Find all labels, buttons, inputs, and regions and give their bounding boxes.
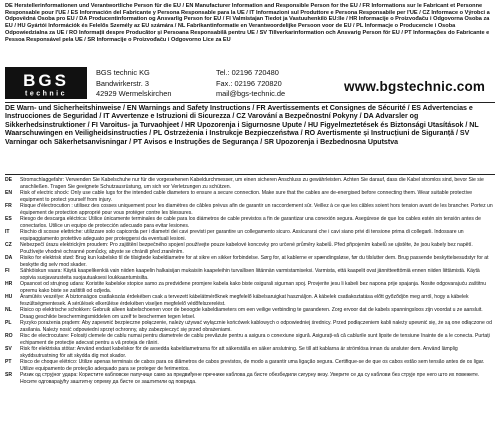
- language-code: SR: [5, 372, 13, 378]
- warning-entry-en: [5, 190, 495, 203]
- logo-letters: BGS: [23, 71, 69, 90]
- language-code: ES: [5, 216, 12, 222]
- language-code: CZ: [5, 242, 12, 248]
- warning-text: Risk of electric shock: Only use cable lugs for the intended cable diameters to ensure a secure connection. Make sure that the cables are de-energised before connecting them. Wear suitable protective equipment to protect yourself from injury.: [20, 190, 473, 203]
- company-fax: Fax.: 02196 720820: [216, 78, 282, 88]
- company-city: 42929 Wermelskirchen: [96, 89, 172, 98]
- warning-entry-pt: [5, 359, 495, 372]
- logo-sub: technic: [24, 90, 68, 98]
- warning-entry-fi: [5, 268, 495, 281]
- bgs-technic-logo: [5, 67, 87, 99]
- warning-entry-it: [5, 229, 495, 242]
- language-code: FI: [5, 268, 10, 274]
- warning-entry-nl: [5, 307, 495, 320]
- warning-entry-sr: [5, 372, 495, 385]
- warning-text: Risco de choque elétrico: Utilize apenas terminais de cabos para os diâmetros de cabos previstos, de modo a garantir uma ligação segura. Certifique-se de que os cabos estão sem tensão antes de os ligar. Utilize equipamento de proteção adequado para se proteger de ferimentos.: [20, 359, 485, 372]
- company-street: Bandwirkerstr. 3: [96, 78, 149, 88]
- language-code: FR: [5, 203, 12, 209]
- warning-entry-ro: [5, 333, 495, 346]
- warning-entry-fr: [5, 203, 495, 216]
- warning-text: Risk för elektriska stötar: Använd endast kabelskor för de avsedda kabeldiametrarna för att säkerställa en säker anslutning. Se till att kablarna är strömlösa innan du ansluter dem. Använd lämplig skyddsutrustning för att skydda dig mot skador.: [20, 346, 458, 359]
- warning-text: Ryzyko porażenia prądem: Aby zapewnić bezpieczne połączenie, należy używać wyłącznie końcówek kablowych o odpowiedniej średnicy. Przed podłączeniem kabli należy upewnić się, że są one odłączone od zasilania. Należy nosić odpowiedni sprzęt ochronny, aby zabezpieczyć się przed obrażeniami.: [20, 320, 492, 333]
- warning-text: Nebezpečí úrazu elektrickým proudem: Pro zajištění bezpečného spojení používejte pouze kabelové koncovky pro určené průměry kabelů. Před připojením kabelů se ujistěte, že jsou kabely bez napětí. Používejte vhodné ochranné pomůcky, abyste se chránili před zraněním.: [20, 242, 473, 255]
- warning-text: Risico op elektrische schokken: Gebruik alleen kabelschoenen voor de beoogde kabeldiameters om een veilige verbinding te garanderen. Zorg ervoor dat de kabels spanningsloos zijn voordat u ze aansluit. Draag geschikte beschermingsmiddelen om uzelf te beschermen tegen letsel.: [20, 307, 483, 320]
- language-code: EN: [5, 190, 13, 196]
- company-mail[interactable]: mail@bgs-technic.de: [216, 89, 286, 98]
- divider-top: [5, 102, 495, 103]
- warning-entry-sv: [5, 346, 495, 359]
- manufacturer-info-heading: DE Herstellerinformationen und Verantwortliche Person für die EU / EN Manufacturer Information and Responsible Person for the EU / FR Informations sur le Fabricant et Personne Responsable pour l'UE / ES Información del Fabricante y Persona Responsable para la UE / IT Informazioni sul Produttore e Persona Responsabile per l'UE / CZ Informace o Výrobci a Odpovědná Osoba pro EU / DA Producentinformation og Ansvarlig Person for EU / FI Valmistajan Tiedot ja Vastuuhenkilö EU:lle / HR Informacije o Proizvođaču i Odgovorna Osoba za EU / HU Gyártói Információk és Felelős Személy az EU számára / NL Fabrikantinformatie en Verantwoordelijke Persoon voor de EU / PL Informacje o Producencie i Osoba Odpowiedzialna za UE / RO Informații despre Producător și Persoana Responsabilă pentru UE / SV Tillverkarinformation och Ansvarig Person för EU / PT Informações do Fabricante e Pessoa Responsável pela UE / SR Informacije o Proizvođaču i Odgovorno Lice za EU: [5, 3, 490, 43]
- language-code: PL: [5, 320, 12, 326]
- language-code: DA: [5, 255, 13, 261]
- safety-heading: DE Warn- und Sicherheitshinweise / EN Warnings and Safety Instructions / FR Avertissements et Consignes de Sécurité / ES Advertencias e Instrucciones de Seguridad / IT Avvertenze e Istruzioni di Sicurezza / CZ Varování a Bezpečnostní Pokyny / DA Advarsler og Sikkerhedsinstruktioner / FI Varoitus- ja Turvaohjeet / HR Upozorenja i Sigurnosne Upute / HU Figyelmeztetések és Biztonsági Utasítások / NL Waarschuwingen en Veiligheidsinstructies / PL Ostrzeżenia i Instrukcje Bezpieczeństwa / RO Avertismente și Instrucțiuni de Siguranță / SV Varningar och Säkerhetsanvisningar / PT Avisos e Instruções de Segurança / SR Upozorenja i Bezbednosna Uputstva: [5, 105, 479, 146]
- warning-entry-pl: [5, 320, 495, 333]
- language-code: RO: [5, 333, 13, 339]
- company-name: BGS technic KG: [96, 68, 150, 77]
- warning-entry-cz: [5, 242, 495, 255]
- warning-entry-de: [5, 177, 495, 190]
- warning-text: Risque d'électrocution : utilisez des cosses uniquement pour les diamètres de câbles prévus afin de garantir un raccordement sûr. Veillez à ce que les câbles soient hors tension avant de les brancher. Portez un équipement de protection approprié pour vous protéger contre les blessures.: [20, 203, 493, 216]
- company-tel: Tel.: 02196 720480: [216, 68, 279, 77]
- language-code: DE: [5, 177, 13, 183]
- website-link[interactable]: www.bgstechnic.com: [344, 79, 486, 94]
- warning-text: Risiko for elektrisk stød: Brug kun kabelsko til de tilsigtede kabeldiametre for at sikre en sikker forbindelse. Sørg for, at kablerne er spændingsløse, før du tilslutter dem. Brug passende beskyttelsesudstyr for at beskytte dig selv mod skader.: [20, 255, 489, 268]
- language-code: HU: [5, 294, 13, 300]
- warning-text: Sähköiskun vaara: Käytä kaapelikenkiä vain niiden kaapelin halkaisijan mukaisiin kaapeleihin turvallisen liitännän varmistamiseksi. Varmista, että kaapelit ovat jännitteettömiä ennen niiden liittämistä. Käytä sopivia suojavarusteita suojautuaksesi loukkaantumisilta.: [20, 268, 480, 281]
- warning-entry-hu: [5, 294, 495, 307]
- warning-entry-hr: [5, 281, 495, 294]
- language-code: IT: [5, 229, 10, 235]
- warning-text: Stromschlaggefahr: Verwenden Sie Kabelschuhe nur für die vorgesehenen Kabeldurchmesser, um einen sicheren Anschluss zu gewährleisten. Achten Sie darauf, dass die Kabel stromlos sind, bevor Sie sie anschließen. Tragen Sie geeignete Schutzausrüstung, um sich vor Verletzungen zu schützen.: [20, 177, 484, 190]
- warning-text: Áramütés veszélye: A biztonságos csatlakozás érdekében csak a tervezett kábelátmérőknek megfelelő kábelsaruigkat használjon. A kábelek csatlakoztatása előtt győződjön meg arról, hogy a kábelek feszültségmentesek. A sérülések elkerülése érdekében viseljen megfelelő védőfelszerelést.: [20, 294, 469, 307]
- warning-text: Riesgo de descarga eléctrica: Utilice únicamente terminales de cable para los diámetros de cable previstos a fin de garantizar una conexión segura. Asegúrese de que los cables estén sin tensión antes de conectarlos. Utilice un equipo de protección adecuado para evitar lesiones.: [20, 216, 481, 229]
- warning-text: Ризик од струјног удара: Користите кабловске папучице само за предвиђене пречнике каблова да бисте обезбедили сигурну везу. Уверите се да су каблови без струје пре него што их повежете. Носите одговарајућу заштитну опрему да бисте се заштитили од повреда.: [20, 372, 480, 385]
- warning-entry-da: [5, 255, 495, 268]
- language-code: HR: [5, 281, 13, 287]
- language-code: SV: [5, 346, 12, 352]
- warning-text: Risc de electrocutare: Folosiți clemele de cablu numai pentru diametrele de cablu prevăzute pentru a asigura o conexiune sigură. Asigurați-vă că cablurile sunt lipsite de tensiune înainte de a le conecta. Purtați echipament de protecție adecvat pentru a vă proteja de răniri.: [20, 333, 490, 346]
- language-code: NL: [5, 307, 12, 313]
- warning-text: Opasnost od strujnog udara: Koristite kabelske stopice samo za predviđene promjere kabela kako biste osigurali sigurnan spoj. Provjerite jesu li kabeli bez napona prije spajanja. Nosite odgovarajuću zaštitnu opremu kako biste se zaštitili od ozljeda.: [20, 281, 487, 294]
- warning-entry-es: [5, 216, 495, 229]
- divider-safety: [5, 174, 495, 175]
- warning-list: [5, 177, 495, 385]
- warning-text: Rischio di scosse elettriche: utilizzare solo capicorda per i diametri dei cavi previsti per garantire un collegamento sicuro. Assicurarsi che i cavi siano privi di tensione prima di collegarli. Indossare un equipaggiamento protettivo adeguato per proteggersi da eventuali lesioni.: [20, 229, 464, 242]
- language-code: PT: [5, 359, 12, 365]
